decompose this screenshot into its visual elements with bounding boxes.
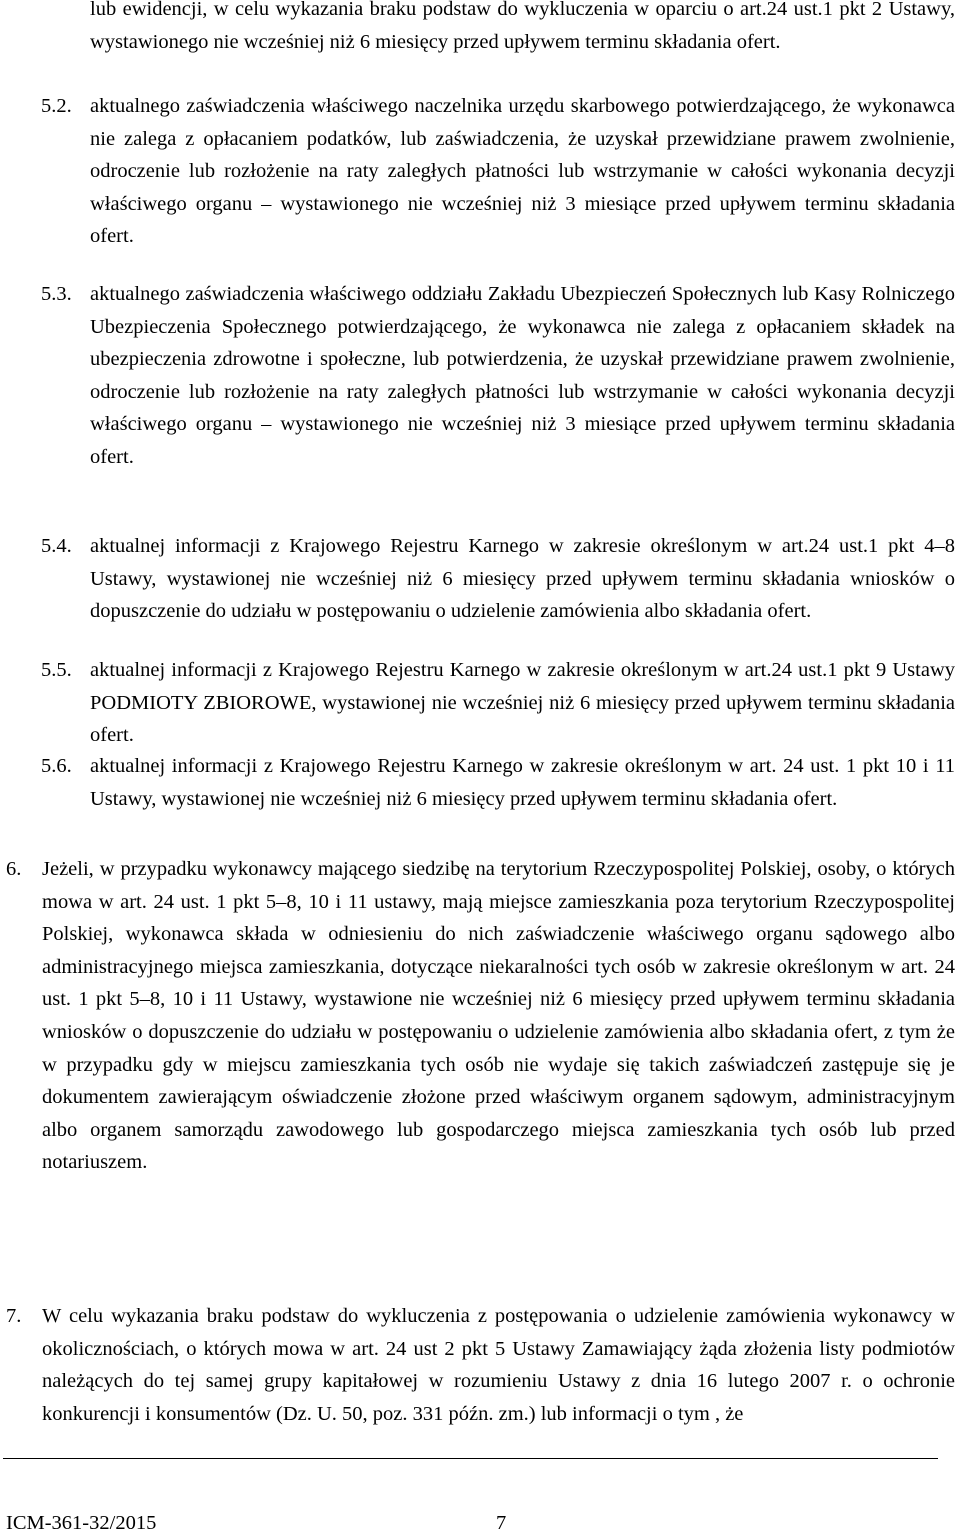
item-number-5-3: 5.3. bbox=[41, 283, 72, 305]
item-number-7: 7. bbox=[6, 1305, 22, 1327]
item-number-5-5: 5.5. bbox=[41, 659, 72, 681]
paragraph-5-6: aktualnej informacji z Krajowego Rejestru Karnego w zakresie określonym w art. 24 ust. 1 pkt 10 i 11 Ustawy, wystawionej nie wcześniej niż 6 miesięcy przed upływem terminu składania ofert. bbox=[90, 755, 955, 810]
item-number-6: 6. bbox=[6, 858, 22, 880]
paragraph-6: Jeżeli, w przypadku wykonawcy mającego siedzibę na terytorium Rzeczypospolitej Polskiej, osoby, o których mowa w art. 24 ust. 1 pkt 5–8, 10 i 11 ustawy, mają miejsce zamieszkania poza terytorium Rzeczypospolitej Polskiej, wykonawca składa w odniesieniu do nich zaświadczenie właściwego organu sądowego albo administracyjnego miejsca zamieszkania, dotyczące niekaralności tych osób w zakresie określonym w art. 24 ust. 1 pkt 5–8, 10 i 11 Ustawy, wystawione nie wcześniej niż 6 miesięcy przed upływem terminu składania wniosków o dopuszczenie do udziału w postępowaniu o udzielenie zamówienia albo składania ofert, z tym że w przypadku gdy w miejscu zamieszkania tych osób nie wydaje się takich zaświadczeń zastępuje się je dokumentem zawierającym oświadczenie złożone przed właściwym organem sądowym, administracyjnym albo organem samorządu zawodowego lub gospodarczego miejsca zamieszkania tych osób lub przed notariuszem. bbox=[42, 858, 955, 1174]
footer-rule bbox=[3, 1458, 938, 1459]
footer-reference: ICM-361-32/2015 bbox=[6, 1512, 157, 1534]
item-number-5-4: 5.4. bbox=[41, 535, 72, 557]
page-number: 7 bbox=[496, 1512, 507, 1534]
item-number-5-2: 5.2. bbox=[41, 95, 72, 117]
paragraph-5-2: aktualnego zaświadczenia właściwego naczelnika urzędu skarbowego potwierdzającego, że wykonawca nie zalega z opłacaniem podatków, lub zaświadczenia, że uzyskał przewidziane prawem zwolnienie, odroczenie lub rozłożenie na raty zaległych płatności lub wstrzymanie w całości wykonania decyzji właściwego organu – wystawionego nie wcześniej niż 3 miesiące przed upływem terminu składania ofert. bbox=[90, 95, 955, 248]
paragraph-continuation: lub ewidencji, w celu wykazania braku podstaw do wykluczenia w oparciu o art.24 ust.1 pkt 2 Ustawy, wystawionego nie wcześniej niż 6 miesięcy przed upływem terminu składania ofert. bbox=[90, 0, 955, 53]
item-number-5-6: 5.6. bbox=[41, 755, 72, 777]
paragraph-5-3: aktualnego zaświadczenia właściwego oddziału Zakładu Ubezpieczeń Społecznych lub Kasy Rolniczego Ubezpieczenia Społecznego potwierdzającego, że wykonawca nie zalega z opłacaniem składek na ubezpieczenia zdrowotne i społeczne, lub potwierdzenia, że uzyskał przewidziane prawem zwolnienie, odroczenie lub rozłożenie na raty zaległych płatności lub wstrzymanie w całości wykonania decyzji właściwego organu – wystawionego nie wcześniej niż 3 miesiące przed upływem terminu składania ofert. bbox=[90, 283, 955, 468]
paragraph-5-4: aktualnej informacji z Krajowego Rejestru Karnego w zakresie określonym w art.24 ust.1 pkt 4–8 Ustawy, wystawionej nie wcześniej niż 6 miesięcy przed upływem terminu składania wniosków o dopuszczenie do udziału w postępowaniu o udzielenie zamówienia albo składania ofert. bbox=[90, 535, 955, 623]
paragraph-5-5: aktualnej informacji z Krajowego Rejestru Karnego w zakresie określonym w art.24 ust.1 pkt 9 Ustawy PODMIOTY ZBIOROWE, wystawionej nie wcześniej niż 6 miesięcy przed upływem terminu składania ofert. bbox=[90, 659, 955, 747]
paragraph-7: W celu wykazania braku podstaw do wykluczenia z postępowania o udzielenie zamówienia wykonawcy w okolicznościach, o których mowa w art. 24 ust 2 pkt 5 Ustawy Zamawiający żąda złożenia listy podmiotów należących do tej samej grupy kapitałowej w rozumieniu Ustawy z dnia 16 lutego 2007 r. o ochronie konkurencji i konsumentów (Dz. U. 50, poz. 331 późn. zm.) lub informacji o tym , że bbox=[42, 1305, 955, 1425]
